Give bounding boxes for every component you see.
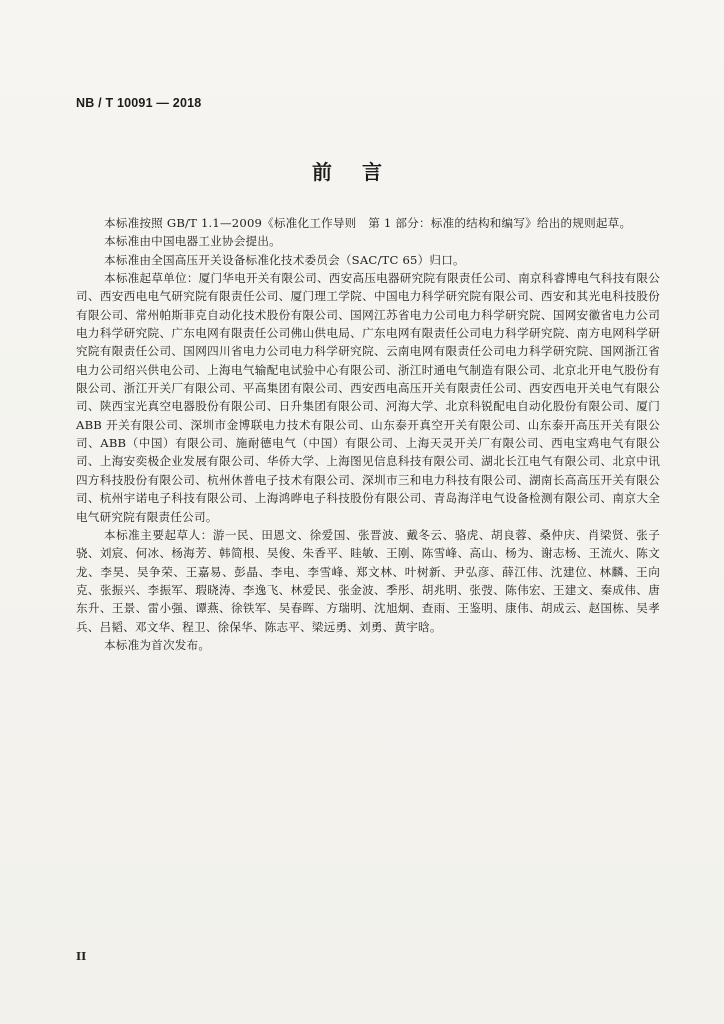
foreword-body bbox=[76, 214, 660, 654]
paragraph-drafting-units: 本标准起草单位：厦门华电开关有限公司、西安高压电器研究院有限责任公司、南京科睿博电气科技有限公司、西安西电电气研究院有限责任公司、厦门理工学院、中国电力科学研究院有限公司、西安和其光电科技股份有限公司、常州帕斯菲克自动化技术股份有限公司、国网江苏省电力公司电力科学研究院、国网安徽省电力公司电力科学研究院、广东电网有限责任公司佛山供电局、广东电网有限责任公司电力科学研究院、南方电网科学研究院有限责任公司、国网四川省电力公司电力科学研究院、云南电网有限责任公司电力科学研究院、国网浙江省电力公司绍兴供电公司、上海电气输配电试验中心有限公司、浙江时通电气制造有限公司、北京北开电气股份有限公司、浙江开关厂有限公司、平高集团有限公司、西安西电高压开关有限责任公司、西安西电开关电气有限公司、陕西宝光真空电器股份有限公司、日升集团有限公司、河海大学、北京科锐配电自动化股份有限公司、厦门 ABB 开关有限公司、深圳市金博联电力技术有限公司、山东泰开真空开关有限公司、山东泰开高压开关有限公司、ABB（中国）有限公司、施耐德电气（中国）有限公司、上海天灵开关厂有限公司、西电宝鸡电气有限公司、上海安奕极企业发展有限公司、华侨大学、上海图见信息科技有限公司、湖北长江电气有限公司、北京中讯四方科技股份有限公司、杭州休普电子技术有限公司、深圳市三和电力科技有限公司、湖南长高高压开关有限公司、杭州宇诺电子科技有限公司、上海鸿晔电子科技股份有限公司、青岛海洋电气设备检测有限公司、南京大全电气研究院有限责任公司。 bbox=[76, 271, 660, 524]
paragraph-administrator: 本标准由全国高压开关设备标准化技术委员会（SAC/TC 65）归口。 bbox=[104, 252, 465, 267]
paragraph-drafting-rules: 本标准按照 GB/T 1.1—2009《标准化工作导则 第 1 部分：标准的结构和编写》给出的规则起草。 bbox=[104, 216, 632, 230]
page-title: 前言 bbox=[312, 160, 412, 184]
document-code: NB / T 10091 — 2018 bbox=[76, 96, 202, 110]
paragraph-proposer: 本标准由中国电器工业协会提出。 bbox=[104, 234, 281, 249]
page-number: II bbox=[76, 950, 87, 963]
paragraph-main-drafters: 本标准主要起草人：游一民、田恩文、徐爱国、张晋波、戴冬云、骆虎、胡良蓉、桑仲庆、肖梁贤、张子骁、刘宸、何冰、杨海芳、韩简根、吴俊、朱香平、眭敏、王刚、陈雪峰、高山、杨为、谢志杨、王流火、陈文龙、李昊、吴争荣、王嘉易、彭晶、李电、李雪峰、郑文林、叶树新、尹弘彦、薛江伟、沈建位、林麟、王向克、张振兴、李振军、瑕晓涛、李逸飞、林爱民、张金波、季彤、胡兆明、张弢、陈伟宏、王建文、秦成伟、唐东升、王景、雷小强、谭燕、徐铁军、吴春晖、方瑞明、沈旭炯、查雨、王鉴明、康伟、胡成云、赵国栋、吴孝兵、吕韬、邓文华、程卫、徐保华、陈志平、梁远勇、刘勇、黄宇晗。 bbox=[76, 527, 660, 634]
paragraph-first-release: 本标准为首次发布。 bbox=[104, 637, 211, 652]
